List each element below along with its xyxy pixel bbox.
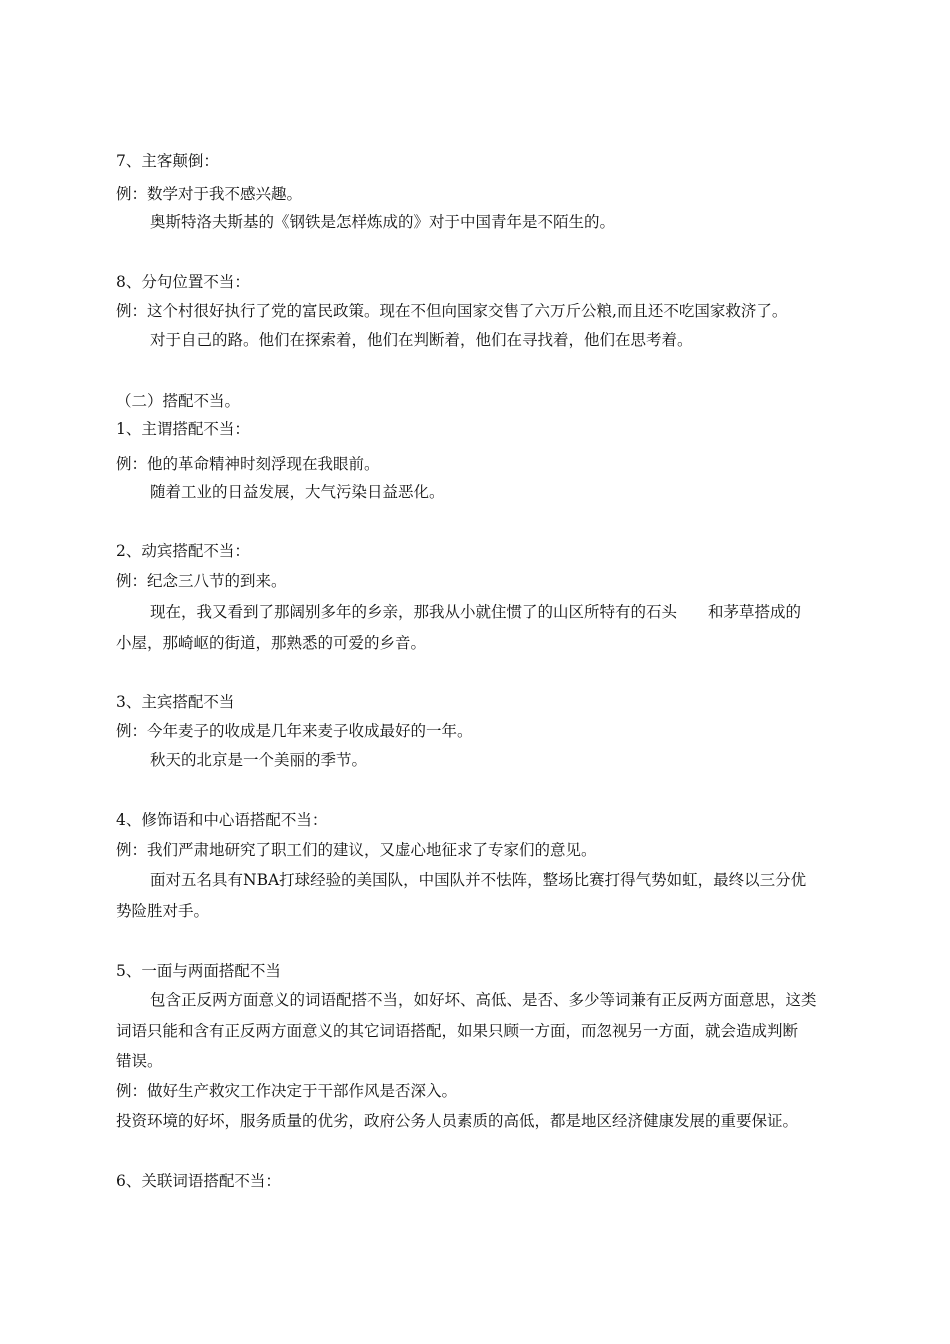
heading-1-subject-predicate: 1、主谓搭配不当： bbox=[116, 420, 250, 438]
example-line: 例：我们严肃地研究了职工们的建议，又虚心地征求了专家们的意见。 bbox=[116, 841, 597, 859]
heading-6-conjunction: 6、关联词语搭配不当： bbox=[116, 1172, 281, 1190]
example-line: 势险胜对手。 bbox=[116, 902, 210, 920]
example-line: 例：今年麦子的收成是几年来麦子收成最好的一年。 bbox=[116, 722, 473, 740]
heading-2-verb-object: 2、动宾搭配不当： bbox=[116, 542, 250, 560]
example-line: 例：做好生产救灾工作决定于干部作风是否深入。 bbox=[116, 1082, 458, 1100]
heading-8-clause-position: 8、分句位置不当： bbox=[116, 273, 250, 291]
explanation-line: 词语只能和含有正反两方面意义的其它词语搭配，如果只顾一方面，而忽视另一方面，就会造成判断 bbox=[116, 1022, 799, 1040]
example-line: 例：纪念三八节的到来。 bbox=[116, 572, 287, 590]
example-line: 投资环境的好坏，服务质量的优劣，政府公务人员素质的高低，都是地区经济健康发展的重要保证。 bbox=[116, 1112, 799, 1130]
heading-4-modifier-head: 4、修饰语和中心语搭配不当： bbox=[116, 811, 328, 829]
example-line: 例：这个村很好执行了党的富民政策。现在不但向国家交售了六万斤公粮,而且还不吃国家救济了。 bbox=[116, 302, 788, 320]
heading-7-subject-object-inversion: 7、主客颠倒： bbox=[116, 152, 219, 170]
heading-5-one-two-sides: 5、一面与两面搭配不当 bbox=[116, 962, 281, 980]
section-heading-mismatch: （二）搭配不当。 bbox=[116, 392, 241, 410]
example-line: 例：他的革命精神时刻浮现在我眼前。 bbox=[116, 455, 380, 473]
example-line: 例：数学对于我不感兴趣。 bbox=[116, 185, 303, 203]
heading-3-subject-object: 3、主宾搭配不当 bbox=[116, 693, 235, 711]
example-line: 对于自己的路。他们在探索着，他们在判断着，他们在寻找着，他们在思考着。 bbox=[150, 331, 693, 349]
explanation-line: 错误。 bbox=[116, 1052, 163, 1070]
example-line: 奥斯特洛夫斯基的《钢铁是怎样炼成的》对于中国青年是不陌生的。 bbox=[150, 213, 616, 231]
example-line: 秋天的北京是一个美丽的季节。 bbox=[150, 751, 368, 769]
explanation-line: 包含正反两方面意义的词语配搭不当，如好坏、高低、是否、多少等词兼有正反两方面意思，这类 bbox=[150, 991, 817, 1009]
example-line: 随着工业的日益发展，大气污染日益恶化。 bbox=[150, 483, 445, 501]
example-line: 小屋，那崎岖的街道，那熟悉的可爱的乡音。 bbox=[116, 634, 427, 652]
example-line: 现在，我又看到了那阔别多年的乡亲，那我从小就住惯了的山区所特有的石头 和茅草搭成的 bbox=[150, 603, 802, 621]
example-line: 面对五名具有NBA打球经验的美国队，中国队并不怯阵，整场比赛打得气势如虹，最终以三分优 bbox=[150, 871, 807, 889]
